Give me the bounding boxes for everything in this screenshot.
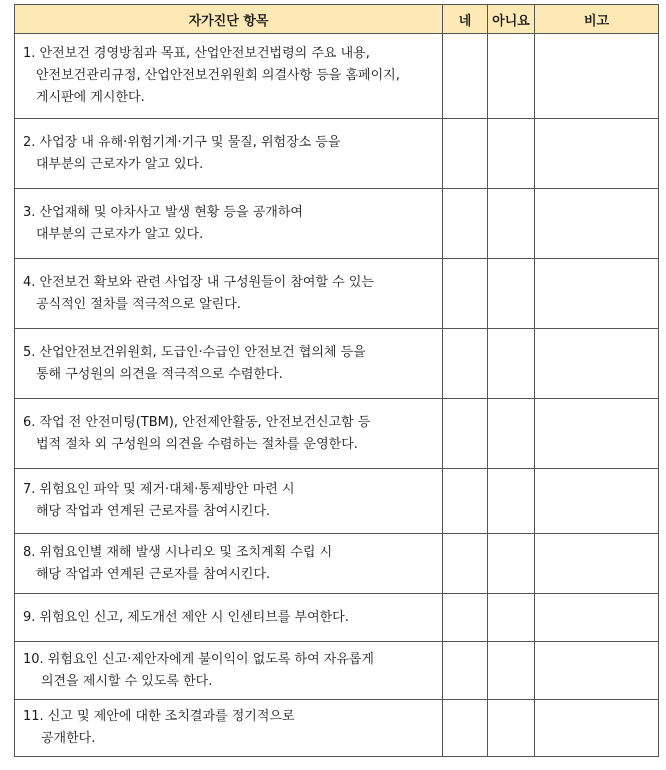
item-text: 9. 위험요인 신고, 제도개선 제안 시 인센티브를 부여한다. [23,609,349,625]
table-row [15,469,659,534]
yes-cell[interactable] [443,259,488,329]
yes-cell[interactable] [443,534,488,594]
table-row [15,399,659,469]
item-cell [15,259,443,329]
item-text: 공개한다. [41,731,96,746]
table-row [15,594,659,642]
item-text: 안전보건관리규정, 산업안전보건위원회 의결사항 등을 홈페이지, [36,68,400,83]
item-text: 1. 안전보건 경영방침과 목표, 산업안전보건법령의 주요 내용, [23,46,370,61]
item-text: 5. 산업안전보건위원회, 도급인·수급인 안전보건 협의체 등을 [23,344,366,360]
item-text: 7. 위험요인 파악 및 제거·대체·통제방안 마련 시 [23,482,295,497]
item-cell [15,534,443,594]
yes-cell[interactable] [443,119,488,189]
item-cell [15,34,443,119]
no-cell[interactable] [488,700,535,757]
note-cell[interactable] [535,399,659,469]
header-item: 자가진단 항목 [15,5,443,34]
table-row [15,534,659,594]
note-cell[interactable] [535,700,659,757]
header-no: 아니요 [488,5,535,34]
item-cell [15,594,443,642]
item-text: 게시판에 게시한다. [36,90,145,105]
item-text: 6. 작업 전 안전미팅(TBM), 안전제안활동, 안전보건신고함 등 [23,414,371,430]
item-cell [15,700,443,757]
yes-cell[interactable] [443,399,488,469]
yes-cell[interactable] [443,594,488,642]
no-cell[interactable] [488,34,535,119]
no-cell[interactable] [488,469,535,534]
self-assessment-table [14,4,659,757]
note-cell[interactable] [535,329,659,399]
yes-cell[interactable] [443,642,488,700]
table-row [15,329,659,399]
item-text: 3. 산업재해 및 아차사고 발생 현황 등을 공개하여 [23,204,303,220]
note-cell[interactable] [535,469,659,534]
no-cell[interactable] [488,534,535,594]
item-text: 공식적인 절차를 적극적으로 알린다. [36,296,241,312]
note-cell[interactable] [535,594,659,642]
no-cell[interactable] [488,259,535,329]
item-cell [15,469,443,534]
item-text: 10. 위험요인 신고·제안자에게 불이익이 없도록 하여 자유롭게 [23,651,374,667]
item-text: 의견을 제시할 수 있도록 한다. [41,673,213,689]
yes-cell[interactable] [443,469,488,534]
item-cell [15,119,443,189]
item-text: 법적 절차 외 구성원의 의견을 수렴하는 절차를 운영한다. [36,436,358,452]
item-text: 대부분의 근로자가 알고 있다. [36,226,204,242]
note-cell[interactable] [535,642,659,700]
no-cell[interactable] [488,399,535,469]
note-cell[interactable] [535,34,659,119]
no-cell[interactable] [488,119,535,189]
yes-cell[interactable] [443,329,488,399]
item-text: 8. 위험요인별 재해 발생 시나리오 및 조치계획 수립 시 [23,544,333,560]
note-cell[interactable] [535,189,659,259]
table-row [15,259,659,329]
table-row [15,189,659,259]
table-row [15,700,659,757]
table-row [15,642,659,700]
yes-cell[interactable] [443,189,488,259]
table-header-row [15,5,659,34]
item-text: 통해 구성원의 의견을 적극적으로 수렴한다. [36,366,283,382]
no-cell[interactable] [488,189,535,259]
self-assessment-table-container [14,4,658,757]
table-row [15,34,659,119]
no-cell[interactable] [488,594,535,642]
item-cell [15,642,443,700]
item-cell [15,329,443,399]
item-text: 2. 사업장 내 유해·위험기계·기구 및 물질, 위험장소 등을 [23,134,341,150]
item-text: 대부분의 근로자가 알고 있다. [36,156,204,172]
header-note: 비고 [535,5,659,34]
item-text: 해당 작업과 연계된 근로자를 참여시킨다. [36,504,271,519]
note-cell[interactable] [535,534,659,594]
item-text: 해당 작업과 연계된 근로자를 참여시킨다. [36,566,271,582]
item-text: 11. 신고 및 제안에 대한 조치결과를 정기적으로 [23,709,295,724]
note-cell[interactable] [535,119,659,189]
item-cell [15,399,443,469]
note-cell[interactable] [535,259,659,329]
yes-cell[interactable] [443,34,488,119]
table-row [15,119,659,189]
header-yes: 네 [443,5,488,34]
yes-cell[interactable] [443,700,488,757]
no-cell[interactable] [488,642,535,700]
no-cell[interactable] [488,329,535,399]
item-text: 4. 안전보건 확보와 관련 사업장 내 구성원들이 참여할 수 있는 [23,274,374,290]
item-cell [15,189,443,259]
